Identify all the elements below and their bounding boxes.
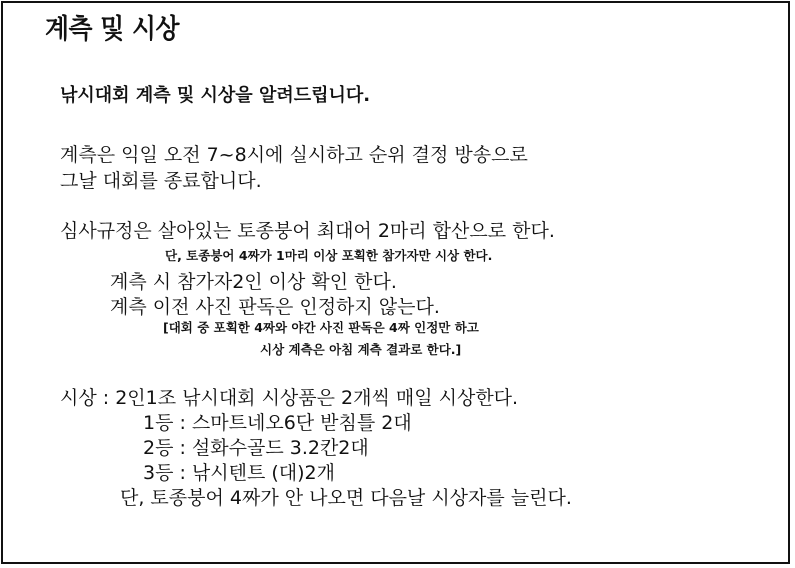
rules-item-1: 계측 시 참가자2인 이상 확인 한다.	[110, 271, 397, 293]
rules-main: 심사규정은 살아있는 토종붕어 최대어 2마리 합산으로 한다.	[60, 220, 555, 242]
document-frame	[1, 1, 790, 564]
page-title: 계측 및 시상	[45, 14, 180, 45]
awards-prize-1: 1등 : 스마트네오6단 받침틀 2대	[143, 412, 412, 434]
awards-header: 시상 : 2인1조 낚시대회 시상품은 2개씩 매일 시상한다.	[60, 387, 519, 409]
awards-note: 단, 토종붕어 4짜가 안 나오면 다음날 시상자를 늘린다.	[120, 487, 572, 509]
rules-note: 단, 토종붕어 4짜가 1마리 이상 포획한 참가자만 시상 한다.	[165, 248, 493, 263]
intro-heading: 낚시대회 계측 및 시상을 알려드립니다.	[60, 85, 371, 106]
rules-bracket-line-1: [대회 중 포획한 4짜와 야간 사진 판독은 4짜 인정만 하고	[163, 320, 479, 335]
awards-prize-3: 3등 : 낚시텐트 (대)2개	[143, 462, 336, 484]
measurement-line-2: 그날 대회를 종료합니다.	[60, 170, 262, 192]
rules-item-2: 계측 이전 사진 판독은 인정하지 않는다.	[110, 296, 440, 318]
rules-bracket-line-2: 시상 계측은 아침 계측 결과로 한다.]	[260, 342, 462, 357]
awards-prize-2: 2등 : 설화수골드 3.2칸2대	[143, 437, 369, 459]
measurement-line-1: 계측은 익일 오전 7~8시에 실시하고 순위 결정 방송으로	[60, 144, 528, 166]
